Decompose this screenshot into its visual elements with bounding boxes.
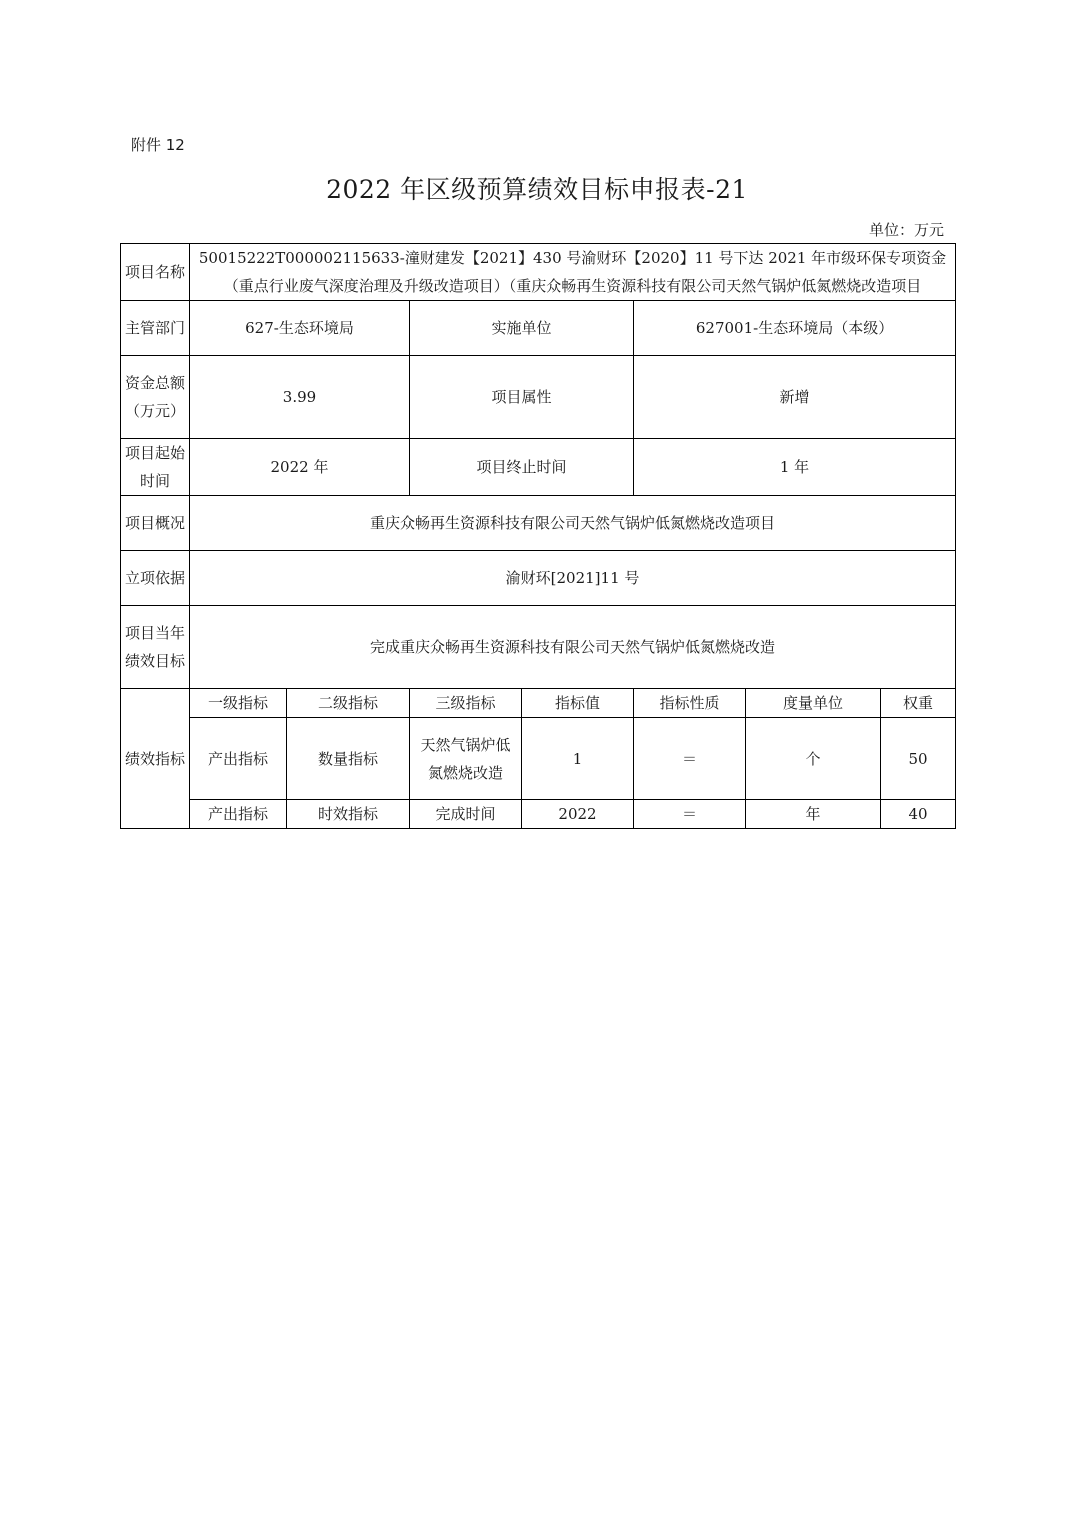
page-title: 2022 年区级预算绩效目标申报表-21 <box>326 175 748 204</box>
indicator-value: 1 <box>522 718 634 800</box>
overview-row <box>121 496 956 551</box>
indicators-label: 绩效指标 <box>121 689 190 829</box>
funds-label: 资金总额（万元） <box>121 356 190 439</box>
indicator-header-level1: 一级指标 <box>190 689 287 718</box>
indicator-nature: ＝ <box>634 800 746 829</box>
project-attribute-label: 项目属性 <box>410 356 634 439</box>
indicator-level2: 数量指标 <box>287 718 410 800</box>
project-attribute-value: 新增 <box>634 356 956 439</box>
funds-row <box>121 356 956 439</box>
department-row <box>121 301 956 356</box>
basis-row <box>121 551 956 606</box>
unit-label: 单位：万元 <box>868 221 944 239</box>
indicator-header-unit: 度量单位 <box>746 689 881 718</box>
implementing-unit-label: 实施单位 <box>410 301 634 356</box>
end-time-value: 1 年 <box>634 439 956 496</box>
project-name-value: 50015222T000002115633-潼财建发【2021】430 号渝财环【2020】11 号下达 2021 年市级环保专项资金（重点行业废气深度治理及升级改造项目）（重庆众畅再生资源科技有限公司天然气锅炉低氮燃烧改造项目 <box>190 244 956 301</box>
project-name-label: 项目名称 <box>121 244 190 301</box>
time-row <box>121 439 956 496</box>
indicator-weight: 40 <box>881 800 956 829</box>
overview-label: 项目概况 <box>121 496 190 551</box>
goal-row <box>121 606 956 689</box>
start-time-value: 2022 年 <box>190 439 410 496</box>
indicator-level3: 天然气锅炉低氮燃烧改造 <box>410 718 522 800</box>
indicator-weight: 50 <box>881 718 956 800</box>
attachment-label: 附件 12 <box>131 136 185 154</box>
indicator-unit: 年 <box>746 800 881 829</box>
indicator-level1: 产出指标 <box>190 718 287 800</box>
department-value: 627-生态环境局 <box>190 301 410 356</box>
indicator-value: 2022 <box>522 800 634 829</box>
indicator-header-level3: 三级指标 <box>410 689 522 718</box>
indicator-header-nature: 指标性质 <box>634 689 746 718</box>
indicator-nature: ＝ <box>634 718 746 800</box>
basis-label: 立项依据 <box>121 551 190 606</box>
indicator-header-value: 指标值 <box>522 689 634 718</box>
indicator-level3: 完成时间 <box>410 800 522 829</box>
end-time-label: 项目终止时间 <box>410 439 634 496</box>
overview-value: 重庆众畅再生资源科技有限公司天然气锅炉低氮燃烧改造项目 <box>190 496 956 551</box>
indicator-header-row <box>121 689 956 718</box>
goal-value: 完成重庆众畅再生资源科技有限公司天然气锅炉低氮燃烧改造 <box>190 606 956 689</box>
indicator-level1: 产出指标 <box>190 800 287 829</box>
goal-label: 项目当年绩效目标 <box>121 606 190 689</box>
indicator-level2: 时效指标 <box>287 800 410 829</box>
project-name-row <box>121 244 956 301</box>
indicator-unit: 个 <box>746 718 881 800</box>
start-time-label: 项目起始时间 <box>121 439 190 496</box>
budget-performance-table <box>120 243 956 829</box>
implementing-unit-value: 627001-生态环境局（本级） <box>634 301 956 356</box>
table-row <box>121 800 956 829</box>
funds-value: 3.99 <box>190 356 410 439</box>
indicator-header-level2: 二级指标 <box>287 689 410 718</box>
basis-value: 渝财环[2021]11 号 <box>190 551 956 606</box>
indicator-header-weight: 权重 <box>881 689 956 718</box>
table-row <box>121 718 956 800</box>
department-label: 主管部门 <box>121 301 190 356</box>
